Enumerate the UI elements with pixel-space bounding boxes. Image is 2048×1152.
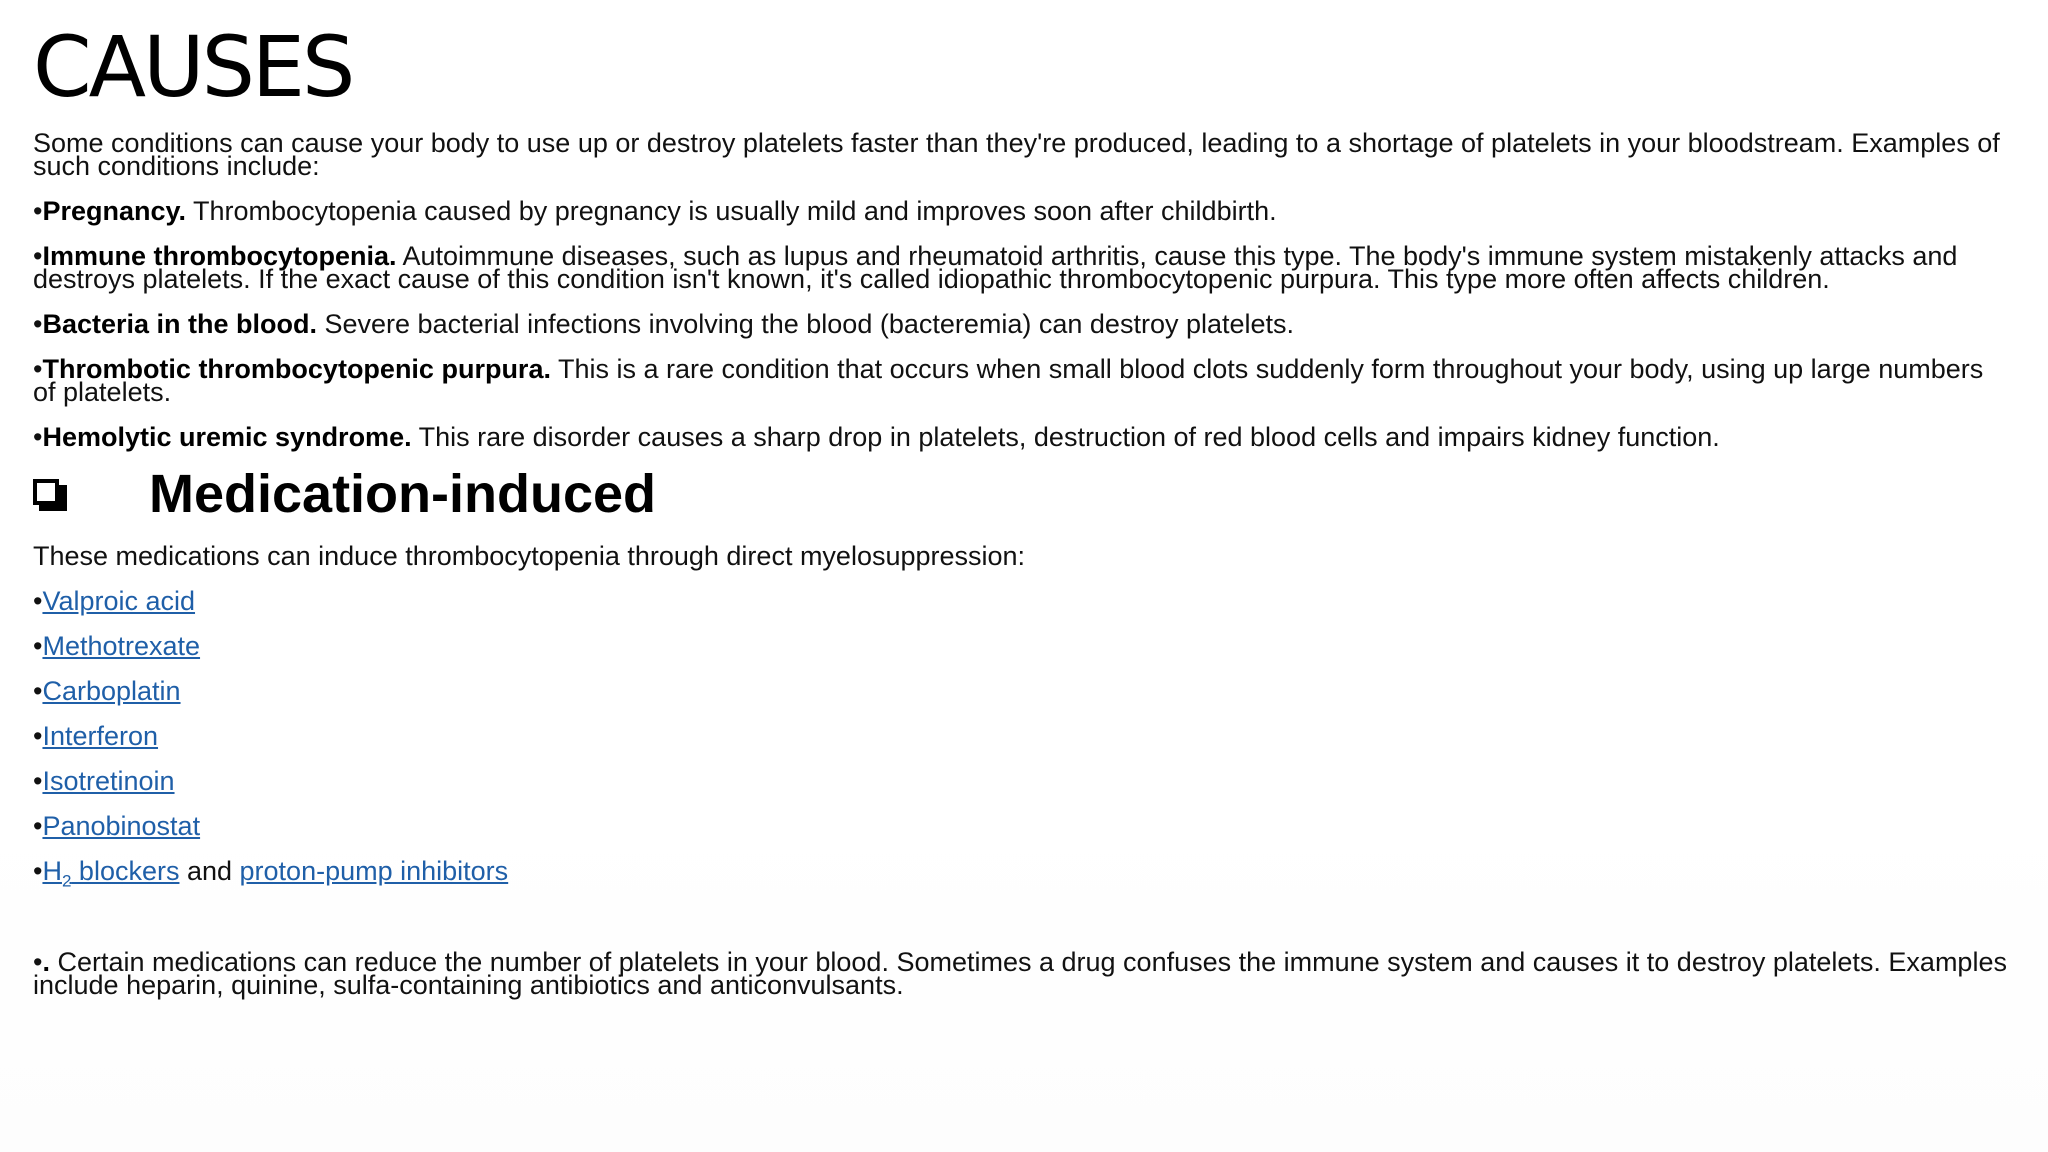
bullet: • [33, 676, 43, 706]
slide-body [33, 128, 2013, 1019]
medication-link-valproic-acid[interactable]: Valproic acid [42, 586, 196, 616]
closing-text: Certain medications can reduce the number of platelets in your blood. Sometimes a drug confuses the immune system and causes it to destroy platelets. Examples include heparin, quinine, sulfa-containing antibiotics and anticonvulsants. [33, 947, 2007, 1000]
list-item [33, 676, 2013, 706]
closing-bold-mark: . [42, 947, 50, 977]
medication-link-h2-blockers[interactable] [42, 856, 180, 891]
list-item [33, 586, 2013, 616]
condition-item [33, 422, 2013, 452]
bullet: • [33, 811, 43, 841]
condition-term: Immune thrombocytopenia. [42, 241, 397, 271]
bullet: • [33, 947, 43, 977]
medication-list [33, 586, 2013, 891]
condition-term: Hemolytic uremic syndrome. [42, 422, 412, 452]
bullet: • [33, 422, 43, 452]
condition-item [33, 241, 2013, 294]
bullet: • [33, 241, 43, 271]
condition-item [33, 196, 2013, 226]
bullet: • [33, 196, 43, 226]
condition-text: This is a rare condition that occurs when small blood clots suddenly form throughout your body, using up large numbers of platelets. [33, 354, 1984, 407]
section-title: Medication-induced [149, 464, 657, 524]
bullet: • [33, 856, 43, 886]
condition-text: This rare disorder causes a sharp drop in platelets, destruction of red blood cells and impairs kidney function. [411, 422, 1720, 452]
bullet: • [33, 766, 43, 796]
intro-paragraph: Some conditions can cause your body to use up or destroy platelets faster than they're produced, leading to a shortage of platelets in your bloodstream. Examples of such conditions include: [33, 128, 2000, 181]
bullet: • [33, 309, 43, 339]
condition-text: Severe bacterial infections involving the blood (bacteremia) can destroy platelets. [317, 309, 1295, 339]
bullet: • [33, 586, 43, 616]
condition-item [33, 309, 2013, 339]
condition-text: Thrombocytopenia caused by pregnancy is usually mild and improves soon after childbirth. [186, 196, 1277, 226]
link-text-subscript: 2 [61, 871, 72, 891]
list-item [33, 811, 2013, 841]
connector-text: and [179, 856, 240, 886]
condition-item [33, 354, 2013, 407]
checkbox-icon [33, 477, 67, 511]
list-item [33, 856, 2013, 891]
conditions-list [33, 196, 2013, 452]
list-item [33, 631, 2013, 661]
medication-link-interferon[interactable]: Interferon [42, 721, 159, 751]
condition-text: Autoimmune diseases, such as lupus and rheumatoid arthritis, cause this type. The body's immune system mistakenly attacks and destroys platelets. If the exact cause of this condition isn't known, it's called idiopathic thrombocytopenic purpura. This type more often affects children. [33, 241, 1958, 294]
spacer [33, 905, 2013, 951]
closing-paragraph [33, 947, 2013, 1000]
bullet: • [33, 721, 43, 751]
medication-link-methotrexate[interactable]: Methotrexate [42, 631, 201, 661]
medication-link-panobinostat[interactable]: Panobinostat [42, 811, 201, 841]
section-heading [33, 464, 2013, 524]
medication-link-isotretinoin[interactable]: Isotretinoin [42, 766, 175, 796]
list-item [33, 766, 2013, 796]
medication-link-proton-pump-inhibitors[interactable]: proton-pump inhibitors [239, 856, 509, 886]
condition-term: Thrombotic thrombocytopenic purpura. [42, 354, 551, 384]
medication-link-carboplatin[interactable]: Carboplatin [42, 676, 181, 706]
section-intro: These medications can induce thrombocytopenia through direct myelosuppression: [33, 541, 1026, 571]
link-text-main: H [42, 856, 62, 886]
condition-term: Pregnancy. [42, 196, 187, 226]
list-item [33, 721, 2013, 751]
link-text-rest: blockers [71, 856, 180, 886]
slide-title: CAUSES [33, 18, 353, 116]
bullet: • [33, 631, 43, 661]
bullet: • [33, 354, 43, 384]
condition-term: Bacteria in the blood. [42, 309, 317, 339]
